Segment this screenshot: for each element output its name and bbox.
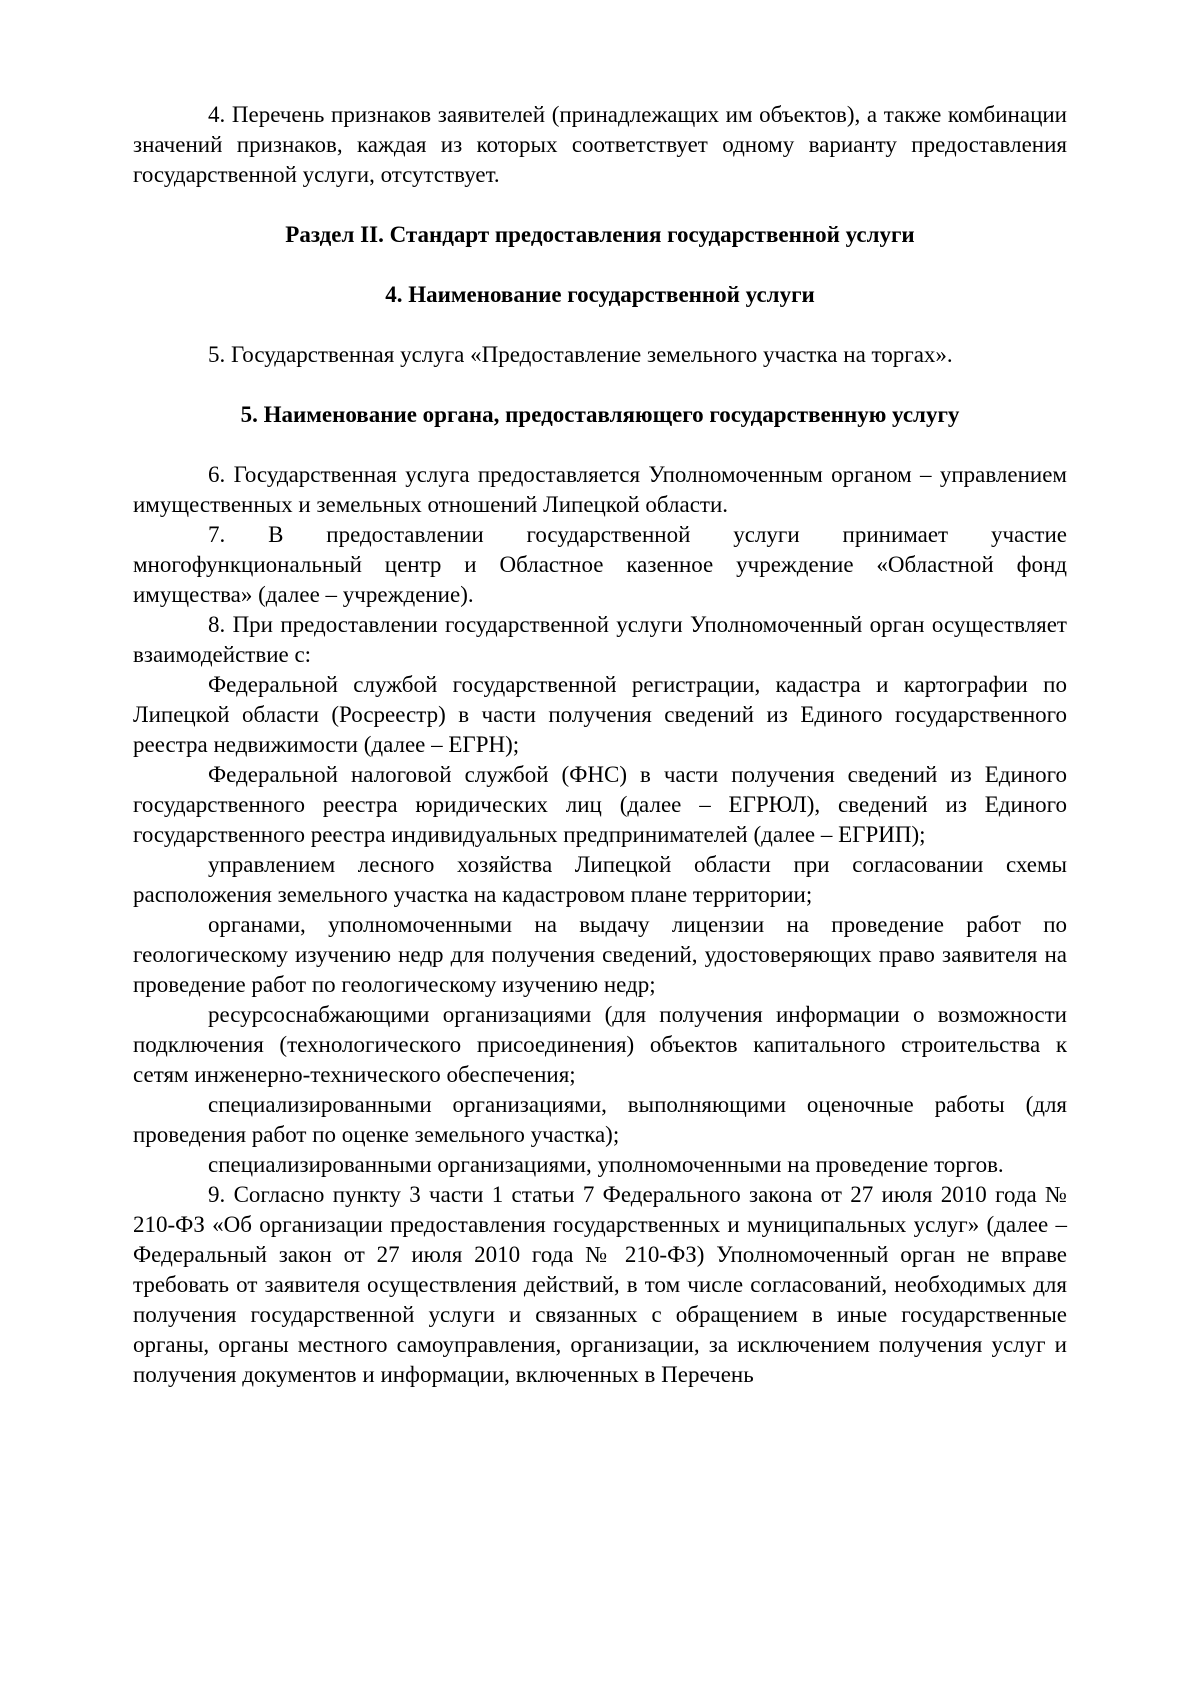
section-heading-2: Раздел II. Стандарт предоставления государственной услуги: [285, 222, 915, 247]
paragraph-4: 4. Перечень признаков заявителей (принадлежащих им объектов), а также комбинации значений признаков, каждая из которых соответствует одному варианту предоставления государственной услуги, отсутствует.: [133, 102, 1067, 187]
subsection-heading-4: 4. Наименование государственной услуги: [385, 282, 815, 307]
paragraph-6: 6. Государственная услуга предоставляется Уполномоченным органом – управлением имущественных и земельных отношений Липецкой области.: [133, 462, 1067, 517]
subsection-heading-5: 5. Наименование органа, предоставляющего государственную услугу: [240, 402, 960, 427]
paragraph-8-item-6: специализированными организациями, выполняющими оценочные работы (для проведения работ по оценке земельного участка);: [133, 1092, 1067, 1147]
paragraph-8-item-3: управлением лесного хозяйства Липецкой области при согласовании схемы расположения земельного участка на кадастровом плане территории;: [133, 852, 1067, 907]
paragraph-8: 8. При предоставлении государственной услуги Уполномоченный орган осуществляет взаимодействие с:: [133, 612, 1067, 667]
paragraph-8-item-4: органами, уполномоченными на выдачу лицензии на проведение работ по геологическому изучению недр для получения сведений, удостоверяющих право заявителя на проведение работ по геологическому изучению недр;: [133, 912, 1067, 997]
paragraph-8-item-5: ресурсоснабжающими организациями (для получения информации о возможности подключения (технологического присоединения) объектов капитального строительства к сетям инженерно-технического обеспечения;: [133, 1002, 1067, 1087]
paragraph-9: 9. Согласно пункту 3 части 1 статьи 7 Федерального закона от 27 июля 2010 года № 210-ФЗ «Об организации предоставления государственных и муниципальных услуг» (далее – Федеральный закон от 27 июля 2010 года № 210-ФЗ) Уполномоченный орган не вправе требовать от заявителя осуществления действий, в том числе согласований, необходимых для получения государственной услуги и связанных с обращением в иные государственные органы, органы местного самоуправления, организации, за исключением получения услуг и получения документов и информации, включенных в Перечень: [133, 1182, 1067, 1387]
paragraph-8-item-2: Федеральной налоговой службой (ФНС) в части получения сведений из Единого государственного реестра юридических лиц (далее – ЕГРЮЛ), сведений из Единого государственного реестра индивидуальных предпринимателей (далее – ЕГРИП);: [133, 762, 1067, 847]
paragraph-8-item-7: специализированными организациями, уполномоченными на проведение торгов.: [208, 1152, 1004, 1177]
paragraph-5: 5. Государственная услуга «Предоставление земельного участка на торгах».: [208, 342, 953, 367]
paragraph-7: 7. В предоставлении государственной услуги принимает участие многофункциональный центр и Областное казенное учреждение «Областной фонд имущества» (далее – учреждение).: [133, 522, 1067, 607]
paragraph-8-item-1: Федеральной службой государственной регистрации, кадастра и картографии по Липецкой области (Росреестр) в части получения сведений из Единого государственного реестра недвижимости (далее – ЕГРН);: [133, 672, 1067, 757]
